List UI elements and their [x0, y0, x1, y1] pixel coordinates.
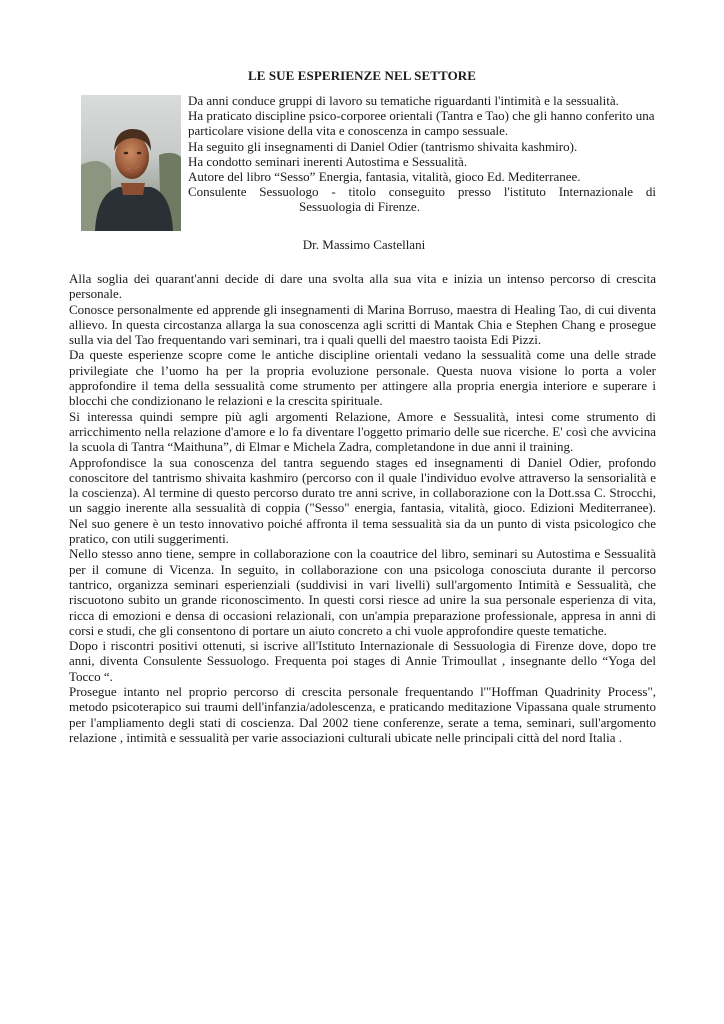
- intro-line: Autore del libro “Sesso” Energia, fantasia, vitalità, gioco Ed. Mediterranee.: [188, 169, 581, 185]
- page-title: LE SUE ESPERIENZE NEL SETTORE: [247, 68, 477, 83]
- consultant-line-cont: Sessuologia di Firenze.: [299, 199, 420, 215]
- paragraph: Si interessa quindi sempre più agli argomenti Relazione, Amore e Sessualità, intesi come strumento di arricchimento nella relazione d'amore e lo fa diventare l'oggetto primario delle sue ricerche. E' così che avvicina la scuola di Tantra “Maithuna”, di Elmar e Michela Zadra, completandone in due anni il training.: [69, 408, 656, 455]
- intro-line: Da anni conduce gruppi di lavoro su tematiche riguardanti l'intimità e la sessualità.: [188, 93, 619, 108]
- paragraph: Da queste esperienze scopre come le antiche discipline orientali vedano la sessualità come una delle strade privilegiate che l’uomo ha per la propria evoluzione personale. Questa nuova visione lo porta a voler approfondire il tema della sessualità come strumento per attingere alla propria energia interiore e superare i blocchi che condizionano le relazioni e la crescita spirituale.: [69, 347, 656, 409]
- consultant-line: Consulente Sessuologo - titolo conseguito presso l'istituto Internazionale di: [188, 184, 656, 200]
- paragraph: Prosegue intanto nel proprio percorso di crescita personale frequentando l'"Hoffman Quadrinity Process", metodo psicoterapico sui traumi dell'infanzia/adolescenza, e praticando meditazione Vipassana quale strumento per l'ampliamento degli stati di coscienza. Dal 2002 tiene conferenze, serate a tema, seminari, sull'argomento relazione , intimità e sessualità per varie associazioni culturali ubicate nelle principali città del nord Italia .: [69, 684, 656, 745]
- paragraph: Dopo i riscontri positivi ottenuti, si iscrive all'Istituto Internazionale di Sessuologia di Firenze dove, dopo tre anni, diventa Consulente Sessuologo. Frequenta poi stages di Annie Trimoullat , insegnante dello “Yoga del Tocco “.: [69, 638, 656, 684]
- intro-line: Ha seguito gli insegnamenti di Daniel Odier (tantrismo shivaita kashmiro).: [188, 138, 578, 154]
- paragraph: Conosce personalmente ed apprende gli insegnamenti di Marina Borruso, maestra di Healing Tao, di cui diventa allievo. In questa circostanza allarga la sua conoscenza agli scritti di Mantak Chia e Stephen Chang e prosegue sulla via del Tao frequentando vari seminari, tra i quali quelli del maestro taoista Edi Pizzi.: [69, 301, 656, 348]
- intro-line: Ha praticato discipline psico-corporee orientali (Tantra e Tao) che gli hanno conferito una particolare visione della vita e conoscenza in campo sessuale.: [188, 108, 655, 139]
- paragraph: Nello stesso anno tiene, sempre in collaborazione con la coautrice del libro, seminari su Autostima e Sessualità per il comune di Vicenza. In seguito, in collaborazione con una psicologa conosciuta durante il percorso tantrico, organizza seminari esperienziali (suddivisi in vari livelli) sull'argomento Intimità e Sessualità, che riscuotono subito un grande riconoscimento. In questi corsi riesce ad unire la sua personale esperienza di vita, ricca di emozioni e densa di occasioni relazionali, con un'ampia preparazione professionale, appresa in anni di corsi e studi, che gli consentono di portare un aiuto concreto a chi vuole approfondire queste tematiche.: [69, 546, 656, 638]
- paragraph: Approfondisce la sua conoscenza del tantra seguendo stages ed insegnamenti di Daniel Odier, profondo conoscitore del tantrismo shivaita kashmiro (percorso con il quale l'individuo evolve attraverso la sensorialità e la coscienza). Al termine di questo percorso durato tre anni scrive, in collaborazione con la Dott.ssa C. Strocchi, un saggio inerente alla sessualità di coppia ("Sesso" energia, fantasia, vitalità, gioco. Edizioni Mediterranee). Nel suo genere è un testo innovativo poiché affronta il tema sessualità sia da un punto di vista psicologico che pratico, con utili suggerimenti.: [69, 454, 656, 547]
- biography-body: [69, 271, 656, 745]
- intro-line: Ha condotto seminari inerenti Autostima e Sessualità.: [188, 153, 468, 169]
- author-name: Dr. Massimo Castellani: [302, 237, 426, 252]
- author-photo: [81, 95, 181, 231]
- intro-block: [188, 93, 656, 215]
- paragraph: Alla soglia dei quarant'anni decide di dare una svolta alla sua vita e inizia un intenso percorso di crescita personale.: [69, 271, 656, 302]
